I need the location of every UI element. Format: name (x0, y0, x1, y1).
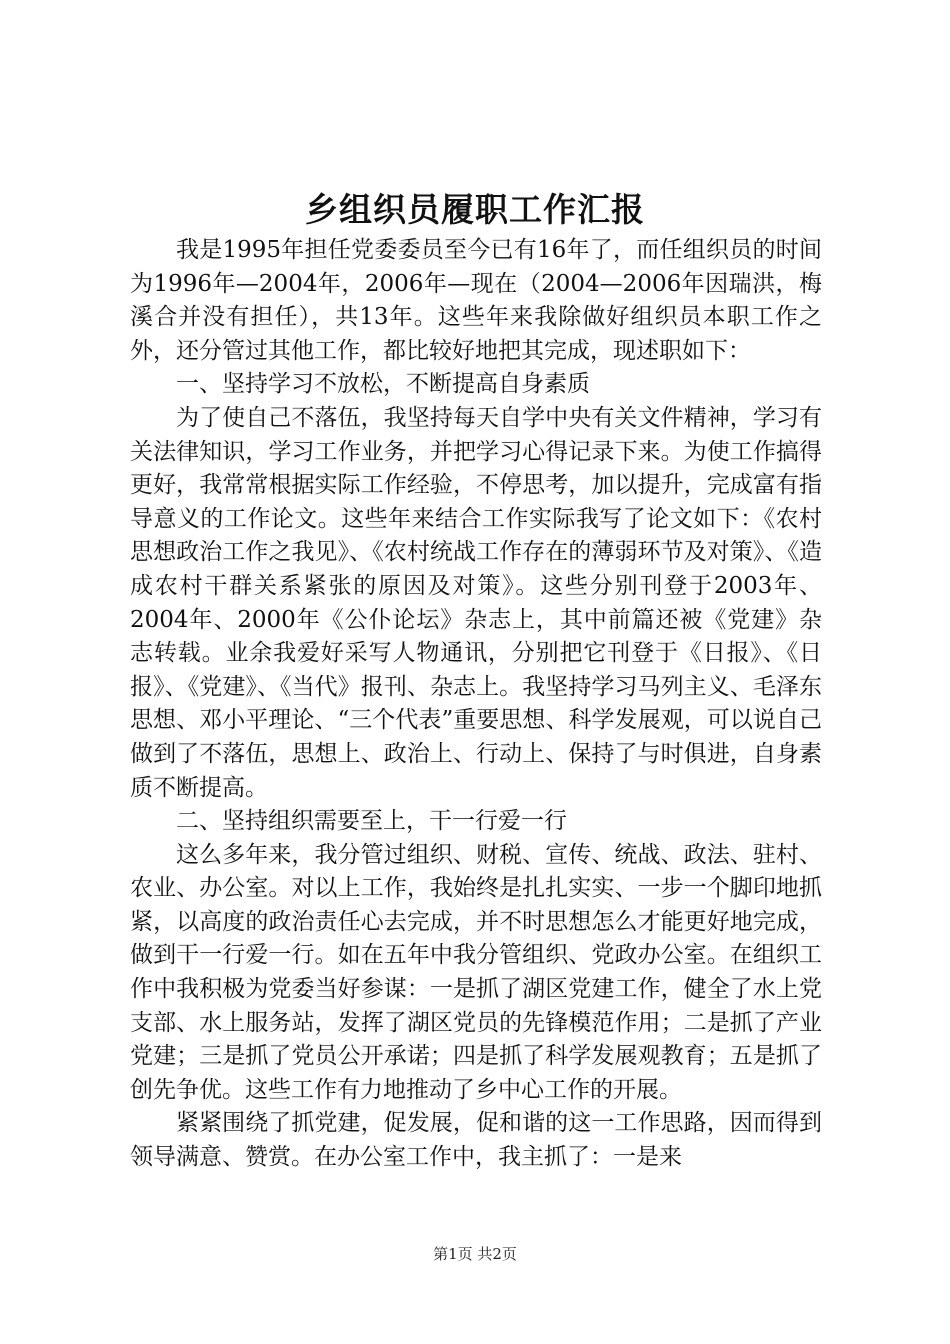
section-heading-2: 二、坚持组织需要至上，干一行爱一行 (176, 808, 567, 835)
document-body (130, 234, 822, 1175)
section-heading-1: 一、坚持学习不放松，不断提高自身素质 (176, 371, 590, 398)
paragraph-intro: 我是1995年担任党委委员至今已有16年了，而任组织员的时间为1996年—2004年，2006年—现在（2004—2006年因瑞洪，梅溪合并没有担任），共13年。这些年来我除做好组织员本职工作之外，还分管过其他工作，都比较好地把其完成，现述职如下： (130, 237, 822, 364)
page-footer: 第1页 共2页 (433, 1245, 517, 1263)
paragraph-study: 为了使自己不落伍，我坚持每天自学中央有关文件精神，学习有关法律知识，学习工作业务，并把学习心得记录下来。为使工作搞得更好，我常常根据实际工作经验，不停思考，加以提升，完成富有指导意义的工作论文。这些年来结合工作实际我写了论文如下：《农村思想政治工作之我见》、《农村统战工作存在的薄弱环节及对策》、《造成农村干群关系紧张的原因及对策》。这些分别刊登于2003年、2004年、2000年《公仆论坛》杂志上，其中前篇还被《党建》杂志转载。业余我爱好采写人物通讯，分别把它刊登于《日报》、《日报》、《党建》、《当代》报刊、杂志上。我坚持学习马列主义、毛泽东思想、邓小平理论、“三个代表”重要思想、科学发展观，可以说自己做到了不落伍，思想上、政治上、行动上、保持了与时俱进，自身素质不断提高。 (130, 404, 822, 801)
document-title: 乡组织员履职工作汇报 (305, 190, 645, 229)
paragraph-continued: 紧紧围绕了抓党建，促发展，促和谐的这一工作思路，因而得到领导满意、赞赏。在办公室工作中，我主抓了：一是来 (130, 1110, 822, 1171)
paragraph-work: 这么多年来，我分管过组织、财税、宣传、统战、政法、驻村、农业、办公室。对以上工作，我始终是扎扎实实、一步一个脚印地抓紧，以高度的政治责任心去完成，并不时思想怎么才能更好地完成，做到干一行爱一行。如在五年中我分管组织、党政办公室。在组织工作中我积极为党委当好参谋：一是抓了湖区党建工作，健全了水上党支部、水上服务站，发挥了湖区党员的先锋模范作用；二是抓了产业党建；三是抓了党员公开承诺；四是抓了科学发展观教育；五是抓了创先争优。这些工作有力地推动了乡中心工作的开展。 (130, 841, 822, 1103)
